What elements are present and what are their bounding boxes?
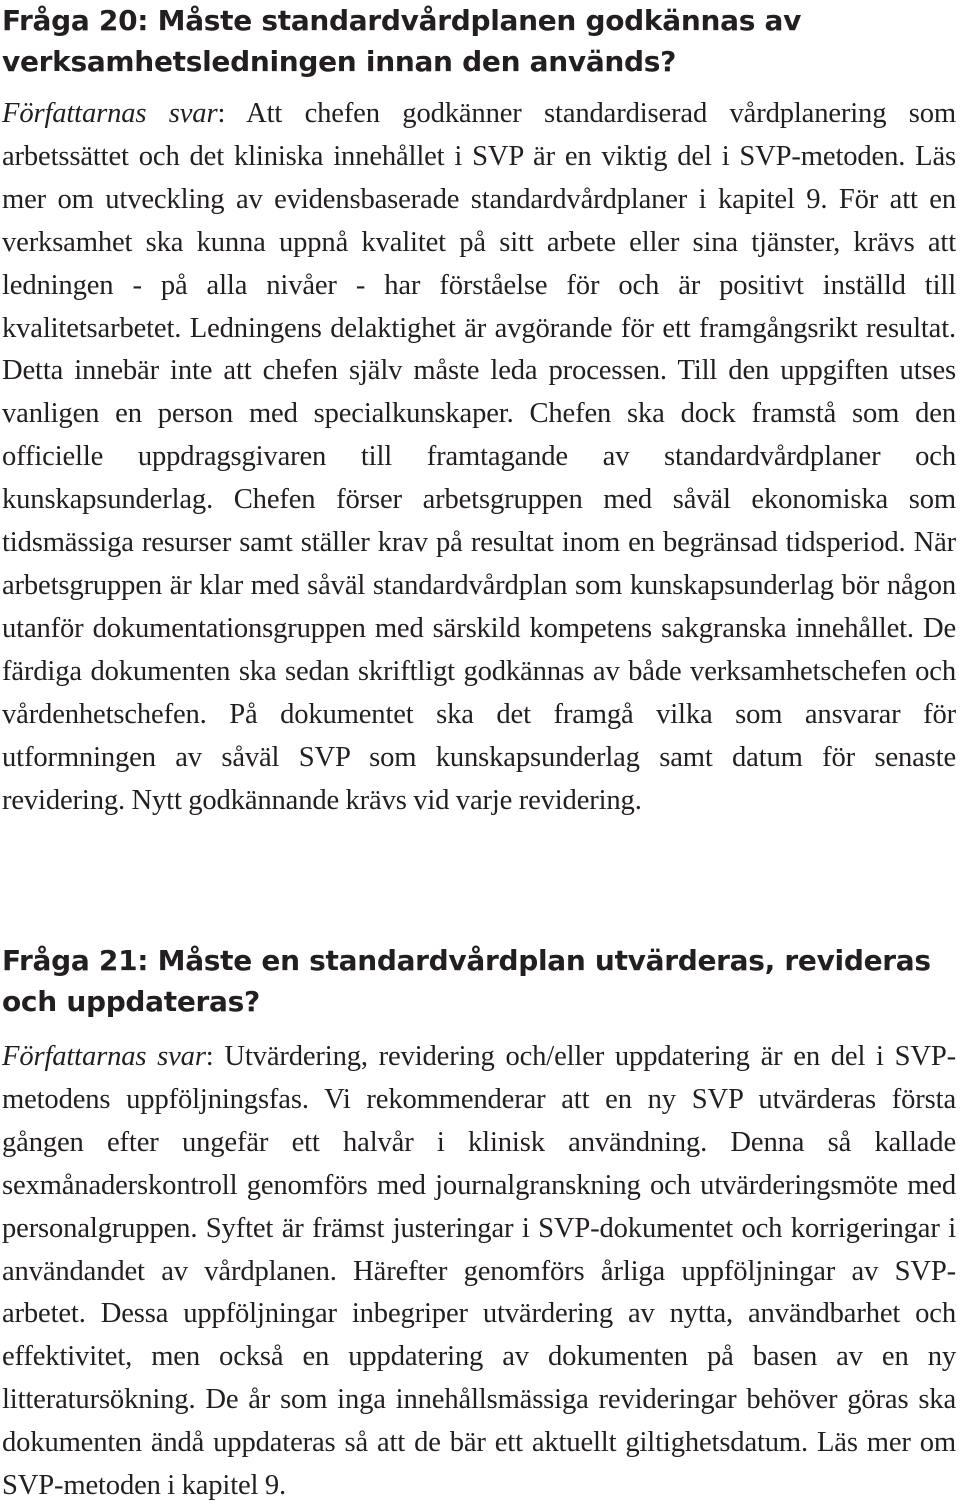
question-21-heading-line2: och uppdateras? [2,985,260,1018]
question-21-heading-line1: Fråga 21: Måste en standardvårdplan utvärderas, revideras [2,944,931,977]
question-20-answer-label: Författarnas svar [2,98,218,129]
question-21-heading [2,940,952,1022]
question-21-answer-label: Författarnas svar [2,1041,206,1072]
question-21-answer-colon: : [205,1041,214,1072]
question-20-answer-colon: : [217,98,226,129]
question-20-answer-body: Att chefen godkänner standardiserad vårdplanering som arbetssättet och det kliniska innehållet i SVP är en viktig del i SVP-metoden. Läs mer om utveckling av evidensbaserade standardvårdplaner i kapitel 9. För att en verksamhet ska kunna uppnå kvalitet på sitt arbete eller sina tjänster, krävs att ledningen - på alla nivåer - har förståelse för och är positivt inställd till kvalitetsarbetet. Ledningens delaktighet är avgörande för ett framgångsrikt resultat. Detta innebär inte att chefen själv måste leda processen. Till den uppgiften utses vanligen en person med specialkunskaper. Chefen ska dock framstå som den officielle uppdragsgivaren till framtagande av standardvårdplaner och kunskapsunderlag. Chefen förser arbetsgruppen med såväl ekonomiska som tidsmässiga resurser samt ställer krav på resultat inom en begränsad tidsperiod. När arbetsgruppen är klar med såväl standardvårdplan som kunskapsunderlag bör någon utanför dokumentationsgruppen med särskild kompetens sakgranska innehållet. De färdiga dokumenten ska sedan skriftligt godkännas av både verksamhetschefen och vårdenhetschefen. På dokumentet ska det framgå vilka som ansvarar för utformningen av såväl SVP som kunskapsunderlag samt datum för senaste revidering. Nytt godkännande krävs vid varje revidering. [2,98,956,816]
question-20-heading-line1: Fråga 20: Måste standardvårdplanen godkännas av [2,4,802,37]
question-20-heading-line2: verksamhetsledningen innan den används? [2,45,677,78]
question-21-answer-body: Utvärdering, revidering och/eller uppdatering är en del i SVP-metodens uppföljningsfas. Vi rekommenderar att en ny SVP utvärderas första gången efter ungefär ett halvår i klinisk användning. Denna så kallade sexmånaderskontroll genomförs med journalgranskning och utvärderingsmöte med personalgruppen. Syftet är främst justeringar i SVP-dokumentet och korrigeringar i användandet av vårdplanen. Härefter genomförs årliga uppföljningar av SVP-arbetet. Dessa uppföljningar inbegriper utvärdering av nytta, användbarhet och effektivitet, men också en uppdatering av dokumenten på basen av en ny litteratursökning. De år som inga innehållsmässiga revideringar behöver göras ska dokumenten ändå uppdateras så att de bär ett aktuellt giltighetsdatum. Läs mer om SVP-metoden i kapitel 9. [2,1041,956,1502]
question-20-answer [2,93,956,822]
question-21-answer [2,1036,956,1508]
question-20-heading [2,0,952,82]
